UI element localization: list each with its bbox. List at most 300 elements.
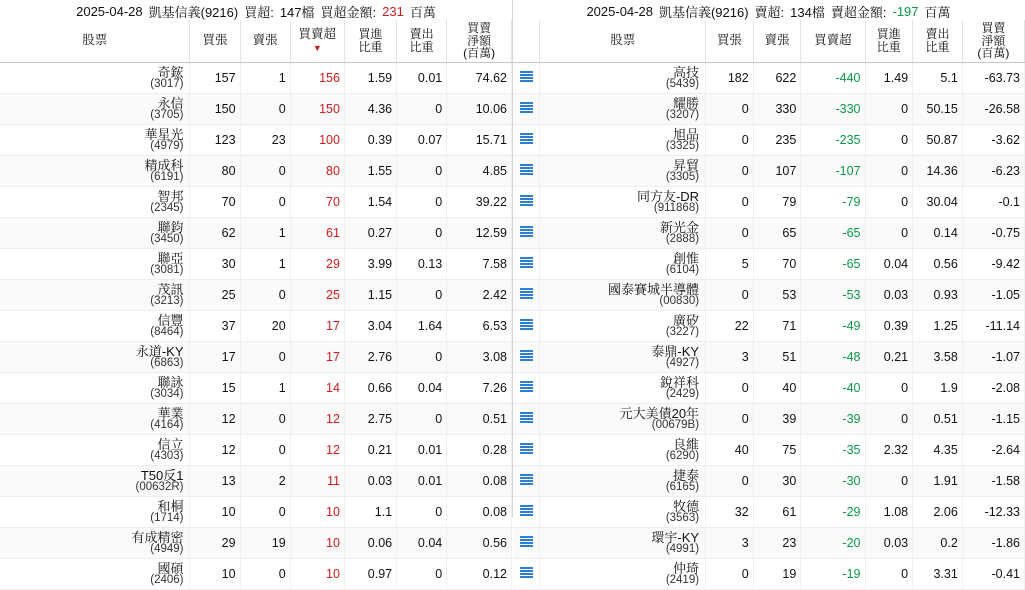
list-icon[interactable] <box>520 288 533 299</box>
stock-cell[interactable]: 永信 (3705) <box>0 93 190 124</box>
buy-col-buy-weight[interactable]: 買進 比重 <box>344 20 396 62</box>
stock-cell[interactable]: 新光金 (2888) <box>540 217 706 248</box>
net-shares: -35 <box>801 434 865 465</box>
table-row[interactable] <box>513 372 1025 403</box>
net-shares: 10 <box>290 527 344 558</box>
net-shares: 25 <box>290 279 344 310</box>
sell-weight: 0.04 <box>397 527 447 558</box>
stock-cell[interactable]: 茂訊 (3213) <box>0 279 190 310</box>
stock-cell[interactable]: 良維 (6290) <box>540 434 706 465</box>
net-amount: 3.08 <box>447 341 512 372</box>
sell-shares: 23 <box>753 527 801 558</box>
buy-weight: 0 <box>865 186 913 217</box>
buy-shares: 0 <box>706 279 754 310</box>
sort-desc-icon: ▼ <box>312 42 322 53</box>
net-shares: -65 <box>801 248 865 279</box>
buy-weight: 0.21 <box>865 341 913 372</box>
list-icon[interactable] <box>520 319 533 330</box>
list-icon[interactable] <box>520 133 533 144</box>
net-shares: -40 <box>801 372 865 403</box>
table-row[interactable] <box>0 527 512 558</box>
sell-weight: 0.51 <box>913 403 963 434</box>
buy-shares: 12 <box>190 434 240 465</box>
sell-panel-header <box>513 0 1024 20</box>
buy-col-sell-shares[interactable]: 賣張 <box>240 20 290 62</box>
net-amount: 0.08 <box>447 465 512 496</box>
stock-cell[interactable]: 環宇-KY (4991) <box>540 527 706 558</box>
row-list-icon-cell[interactable] <box>513 279 540 310</box>
net-amount: -1.86 <box>962 527 1024 558</box>
sell-weight: 0 <box>397 279 447 310</box>
table-row[interactable] <box>513 496 1025 527</box>
net-shares: -39 <box>801 403 865 434</box>
table-row[interactable] <box>0 372 512 403</box>
net-amount: 7.26 <box>447 372 512 403</box>
stock-cell[interactable]: 奇鋐 (3017) <box>0 62 190 93</box>
net-shares: -107 <box>801 155 865 186</box>
buy-shares: 0 <box>706 403 754 434</box>
stock-cell[interactable]: 信立 (4303) <box>0 434 190 465</box>
buy-col-net-amount[interactable]: 買賣 淨額 (百萬) <box>447 20 512 62</box>
stock-cell[interactable]: 信豐 (8464) <box>0 310 190 341</box>
sell-weight: 0.01 <box>397 465 447 496</box>
sell-weight: 0.04 <box>397 372 447 403</box>
stock-cell[interactable]: 國碩 (2406) <box>0 558 190 589</box>
buy-panel-date: 2025-04-28 <box>76 3 143 19</box>
buy-weight: 0 <box>865 155 913 186</box>
buy-shares: 37 <box>190 310 240 341</box>
net-amount: -1.15 <box>962 403 1024 434</box>
table-row[interactable] <box>0 465 512 496</box>
table-row[interactable] <box>513 124 1025 155</box>
sell-shares: 20 <box>240 310 290 341</box>
buy-shares: 29 <box>190 527 240 558</box>
list-icon[interactable] <box>520 443 533 454</box>
net-shares: -19 <box>801 558 865 589</box>
stock-cell[interactable]: 仲琦 (2419) <box>540 558 706 589</box>
stock-cell[interactable]: 廣矽 (3227) <box>540 310 706 341</box>
net-amount: 10.06 <box>447 93 512 124</box>
list-icon[interactable] <box>520 381 533 392</box>
list-icon[interactable] <box>520 195 533 206</box>
sell-shares: 39 <box>753 403 801 434</box>
net-amount: 0.28 <box>447 434 512 465</box>
buy-weight: 2.75 <box>344 403 396 434</box>
sell-shares: 65 <box>753 217 801 248</box>
row-list-icon-cell[interactable] <box>513 186 540 217</box>
stock-cell[interactable]: 智邦 (2345) <box>0 186 190 217</box>
buy-shares: 10 <box>190 558 240 589</box>
buy-panel-amount-value: 231 <box>382 3 404 19</box>
net-amount: -1.05 <box>962 279 1024 310</box>
sell-weight: 1.25 <box>913 310 963 341</box>
sell-weight: 0 <box>397 496 447 527</box>
sell-weight: 1.64 <box>397 310 447 341</box>
table-row[interactable] <box>513 279 1025 310</box>
row-list-icon-cell[interactable] <box>513 403 540 434</box>
buy-weight: 2.76 <box>344 341 396 372</box>
buy-shares: 0 <box>706 93 754 124</box>
table-row[interactable] <box>513 527 1025 558</box>
sell-shares: 0 <box>240 279 290 310</box>
buy-col-net[interactable]: 買賣超 ▼ <box>290 20 344 62</box>
sell-shares: 71 <box>753 310 801 341</box>
net-amount: -9.42 <box>962 248 1024 279</box>
row-list-icon-cell[interactable] <box>513 527 540 558</box>
table-row[interactable] <box>0 434 512 465</box>
sell-weight: 0 <box>397 186 447 217</box>
stock-cell[interactable]: 聯鈞 (3450) <box>0 217 190 248</box>
buy-weight: 0.66 <box>344 372 396 403</box>
buy-weight: 0.03 <box>344 465 396 496</box>
stock-cell[interactable]: 耀勝 (3207) <box>540 93 706 124</box>
stock-cell[interactable]: 國泰賽城半導體 (00830) <box>540 279 706 310</box>
net-amount: 0.56 <box>447 527 512 558</box>
sell-panel-date: 2025-04-28 <box>586 3 653 19</box>
row-list-icon-cell[interactable] <box>513 124 540 155</box>
buy-weight: 0.97 <box>344 558 396 589</box>
table-row[interactable] <box>0 124 512 155</box>
table-row[interactable] <box>0 496 512 527</box>
buy-shares: 13 <box>190 465 240 496</box>
table-row[interactable] <box>0 217 512 248</box>
buy-weight: 0.39 <box>344 124 396 155</box>
table-row[interactable] <box>0 558 512 589</box>
sell-weight: 0.07 <box>397 124 447 155</box>
net-amount: -26.58 <box>962 93 1024 124</box>
buy-weight: 3.04 <box>344 310 396 341</box>
sell-col-net-amount[interactable]: 買賣 淨額 (百萬) <box>962 20 1024 62</box>
row-list-icon-cell[interactable] <box>513 62 540 93</box>
sell-shares: 19 <box>240 527 290 558</box>
list-icon[interactable] <box>520 102 533 113</box>
net-amount: -0.1 <box>962 186 1024 217</box>
stock-cell[interactable]: 和桐 (1714) <box>0 496 190 527</box>
buy-shares: 15 <box>190 372 240 403</box>
table-row[interactable] <box>0 248 512 279</box>
net-shares: 17 <box>290 341 344 372</box>
buy-shares: 0 <box>706 124 754 155</box>
stock-cell[interactable]: 元大美債20年 (00679B) <box>540 403 706 434</box>
buy-weight: 0 <box>865 403 913 434</box>
net-shares: 70 <box>290 186 344 217</box>
row-list-icon-cell[interactable] <box>513 558 540 589</box>
stock-cell[interactable]: 同方友-DR (911868) <box>540 186 706 217</box>
sell-shares: 1 <box>240 62 290 93</box>
buy-weight: 0 <box>865 217 913 248</box>
sell-weight: 3.58 <box>913 341 963 372</box>
stock-cell[interactable]: 捷泰 (6165) <box>540 465 706 496</box>
list-icon[interactable] <box>520 226 533 237</box>
sell-panel-amount-value: -197 <box>892 3 919 19</box>
table-row[interactable] <box>513 93 1025 124</box>
table-row[interactable] <box>513 310 1025 341</box>
stock-cell[interactable]: T50反1 (00632R) <box>0 465 190 496</box>
buy-shares: 80 <box>190 155 240 186</box>
buy-shares: 5 <box>706 248 754 279</box>
buy-panel-amount-unit: 百萬 <box>409 4 436 20</box>
net-shares: 150 <box>290 93 344 124</box>
table-row[interactable] <box>513 403 1025 434</box>
sell-shares: 0 <box>240 93 290 124</box>
buy-shares: 3 <box>706 341 754 372</box>
net-shares: -48 <box>801 341 865 372</box>
buy-shares: 0 <box>706 558 754 589</box>
buy-weight: 1.49 <box>865 62 913 93</box>
sell-weight: 0 <box>397 403 447 434</box>
stock-cell[interactable]: 有成精密 (4949) <box>0 527 190 558</box>
sell-shares: 51 <box>753 341 801 372</box>
net-amount: -2.64 <box>962 434 1024 465</box>
sell-shares: 30 <box>753 465 801 496</box>
sell-weight: 2.06 <box>913 496 963 527</box>
buy-shares: 3 <box>706 527 754 558</box>
sell-weight: 1.9 <box>913 372 963 403</box>
sell-shares: 330 <box>753 93 801 124</box>
net-shares: 12 <box>290 403 344 434</box>
stock-cell[interactable]: 華星光 (4979) <box>0 124 190 155</box>
sell-shares: 70 <box>753 248 801 279</box>
net-amount: -1.58 <box>962 465 1024 496</box>
table-row[interactable] <box>0 155 512 186</box>
buy-weight: 1.15 <box>344 279 396 310</box>
stock-cell[interactable]: 聯詠 (3034) <box>0 372 190 403</box>
sell-table-header-row <box>513 20 1025 62</box>
buy-shares: 0 <box>706 372 754 403</box>
sell-shares: 0 <box>240 496 290 527</box>
sell-shares: 622 <box>753 62 801 93</box>
net-shares: -79 <box>801 186 865 217</box>
table-row[interactable] <box>513 434 1025 465</box>
net-shares: 10 <box>290 496 344 527</box>
net-shares: 11 <box>290 465 344 496</box>
list-icon[interactable] <box>520 412 533 423</box>
sell-weight: 0 <box>397 217 447 248</box>
net-shares: -29 <box>801 496 865 527</box>
buy-shares: 22 <box>706 310 754 341</box>
sell-weight: 0 <box>397 93 447 124</box>
table-row[interactable] <box>0 310 512 341</box>
sell-shares: 23 <box>240 124 290 155</box>
net-shares: -53 <box>801 279 865 310</box>
sell-panel-broker: 凱基信義(9216) <box>658 4 749 20</box>
sell-weight: 1.91 <box>913 465 963 496</box>
sell-weight: 0.56 <box>913 248 963 279</box>
list-icon[interactable] <box>520 536 533 547</box>
net-amount: 6.53 <box>447 310 512 341</box>
sell-shares: 61 <box>753 496 801 527</box>
sell-weight: 3.31 <box>913 558 963 589</box>
row-list-icon-cell[interactable] <box>513 465 540 496</box>
net-shares: -65 <box>801 217 865 248</box>
buy-shares: 32 <box>706 496 754 527</box>
stock-cell[interactable]: 高技 (5439) <box>540 62 706 93</box>
stock-cell[interactable]: 牧德 (3563) <box>540 496 706 527</box>
net-amount: 7.58 <box>447 248 512 279</box>
net-amount: 4.85 <box>447 155 512 186</box>
table-row[interactable] <box>513 186 1025 217</box>
sell-weight: 4.35 <box>913 434 963 465</box>
table-row[interactable] <box>513 155 1025 186</box>
table-row[interactable] <box>0 93 512 124</box>
sell-panel-amount-label: 賣超金額: <box>830 4 887 20</box>
buy-weight: 0 <box>865 558 913 589</box>
list-icon[interactable] <box>520 164 533 175</box>
net-amount: 15.71 <box>447 124 512 155</box>
table-row[interactable] <box>513 341 1025 372</box>
buy-weight: 0 <box>865 465 913 496</box>
net-amount: 0.51 <box>447 403 512 434</box>
sell-shares: 1 <box>240 248 290 279</box>
net-shares: 17 <box>290 310 344 341</box>
net-amount: -3.62 <box>962 124 1024 155</box>
sell-shares: 0 <box>240 155 290 186</box>
sell-weight: 5.1 <box>913 62 963 93</box>
stock-cell[interactable]: 精成科 (6191) <box>0 155 190 186</box>
buy-shares: 40 <box>706 434 754 465</box>
buy-panel-amount-label: 買超金額: <box>320 4 377 20</box>
buy-weight: 0.39 <box>865 310 913 341</box>
buy-col-stock[interactable]: 股票 <box>0 20 190 62</box>
sell-weight: 0 <box>397 558 447 589</box>
sell-col-buy-weight[interactable]: 買進 比重 <box>865 20 913 62</box>
sell-col-sell-shares[interactable]: 賣張 <box>753 20 801 62</box>
net-amount: 0.12 <box>447 558 512 589</box>
row-list-icon-cell[interactable] <box>513 341 540 372</box>
net-shares: 156 <box>290 62 344 93</box>
row-list-icon-cell[interactable] <box>513 310 540 341</box>
table-row[interactable] <box>0 279 512 310</box>
net-shares: -49 <box>801 310 865 341</box>
row-list-icon-cell[interactable] <box>513 217 540 248</box>
buy-shares: 123 <box>190 124 240 155</box>
row-list-icon-cell[interactable] <box>513 496 540 527</box>
stock-cell[interactable]: 永道-KY (6863) <box>0 341 190 372</box>
sell-weight: 0.13 <box>397 248 447 279</box>
sell-weight: 50.15 <box>913 93 963 124</box>
buy-panel-header <box>0 0 512 20</box>
list-icon[interactable] <box>520 474 533 485</box>
net-amount: -11.14 <box>962 310 1024 341</box>
sell-panel-count-value: 134檔 <box>790 4 825 20</box>
buy-panel-count-label: 買超: <box>244 4 274 20</box>
sell-shares: 79 <box>753 186 801 217</box>
sell-weight: 0.01 <box>397 434 447 465</box>
buy-panel <box>0 0 512 586</box>
buy-shares: 0 <box>706 155 754 186</box>
sell-table-body <box>513 62 1025 589</box>
net-shares: 80 <box>290 155 344 186</box>
net-amount: -0.41 <box>962 558 1024 589</box>
stock-cell[interactable]: 泰鼎-KY (4927) <box>540 341 706 372</box>
list-icon[interactable] <box>520 505 533 516</box>
row-list-icon-cell[interactable] <box>513 93 540 124</box>
table-row[interactable] <box>0 62 512 93</box>
stock-cell[interactable]: 昇貿 (3305) <box>540 155 706 186</box>
buy-shares: 182 <box>706 62 754 93</box>
buy-weight: 0.03 <box>865 279 913 310</box>
net-shares: -440 <box>801 62 865 93</box>
sell-panel-amount-unit: 百萬 <box>924 4 951 20</box>
buy-weight: 0 <box>865 124 913 155</box>
table-row[interactable] <box>513 248 1025 279</box>
net-shares: 12 <box>290 434 344 465</box>
list-icon[interactable] <box>520 350 533 361</box>
buy-col-sell-weight[interactable]: 賣出 比重 <box>397 20 447 62</box>
net-amount: 12.59 <box>447 217 512 248</box>
sell-weight: 30.04 <box>913 186 963 217</box>
sell-col-icon <box>513 20 540 62</box>
sell-col-stock[interactable]: 股票 <box>540 20 706 62</box>
buy-col-buy-shares[interactable]: 買張 <box>190 20 240 62</box>
net-amount: -12.33 <box>962 496 1024 527</box>
sell-weight: 0.93 <box>913 279 963 310</box>
buy-table-header-row <box>0 20 512 62</box>
buy-panel-broker: 凱基信義(9216) <box>148 4 239 20</box>
stock-cell[interactable]: 華業 (4164) <box>0 403 190 434</box>
row-list-icon-cell[interactable] <box>513 248 540 279</box>
buy-table <box>0 20 512 590</box>
sell-weight: 0.01 <box>397 62 447 93</box>
net-amount: 74.62 <box>447 62 512 93</box>
table-row[interactable] <box>0 341 512 372</box>
stock-cell[interactable]: 旭品 (3325) <box>540 124 706 155</box>
sell-col-buy-shares[interactable]: 買張 <box>706 20 754 62</box>
table-row[interactable] <box>0 403 512 434</box>
buy-shares: 70 <box>190 186 240 217</box>
sell-panel-count-label: 賣超: <box>754 4 785 20</box>
buy-weight: 0.04 <box>865 248 913 279</box>
sell-shares: 0 <box>240 558 290 589</box>
buy-weight: 0.21 <box>344 434 396 465</box>
stock-cell[interactable]: 創惟 (6104) <box>540 248 706 279</box>
table-row[interactable] <box>0 186 512 217</box>
buy-weight: 1.08 <box>865 496 913 527</box>
sell-shares: 0 <box>240 403 290 434</box>
sell-shares: 2 <box>240 465 290 496</box>
stock-cell[interactable]: 銳祥科 (2429) <box>540 372 706 403</box>
buy-weight: 3.99 <box>344 248 396 279</box>
list-icon[interactable] <box>520 567 533 578</box>
buy-shares: 0 <box>706 465 754 496</box>
sell-col-net[interactable]: 買賣超 <box>801 20 865 62</box>
row-list-icon-cell[interactable] <box>513 155 540 186</box>
sell-shares: 1 <box>240 372 290 403</box>
net-shares: 14 <box>290 372 344 403</box>
stock-cell[interactable]: 聯亞 (3081) <box>0 248 190 279</box>
table-row[interactable] <box>513 558 1025 589</box>
sell-col-sell-weight[interactable]: 賣出 比重 <box>913 20 963 62</box>
buy-weight: 0 <box>865 93 913 124</box>
list-icon[interactable] <box>520 257 533 268</box>
buy-table-body <box>0 62 512 589</box>
sell-table <box>513 20 1025 590</box>
net-amount: 2.42 <box>447 279 512 310</box>
buy-shares: 12 <box>190 403 240 434</box>
buy-shares: 25 <box>190 279 240 310</box>
buy-weight: 1.54 <box>344 186 396 217</box>
table-row[interactable] <box>513 217 1025 248</box>
list-icon[interactable] <box>520 71 533 82</box>
net-amount: -1.07 <box>962 341 1024 372</box>
row-list-icon-cell[interactable] <box>513 372 540 403</box>
net-amount: 0.08 <box>447 496 512 527</box>
table-row[interactable] <box>513 62 1025 93</box>
table-row[interactable] <box>513 465 1025 496</box>
net-shares: -235 <box>801 124 865 155</box>
buy-weight: 1.59 <box>344 62 396 93</box>
row-list-icon-cell[interactable] <box>513 434 540 465</box>
